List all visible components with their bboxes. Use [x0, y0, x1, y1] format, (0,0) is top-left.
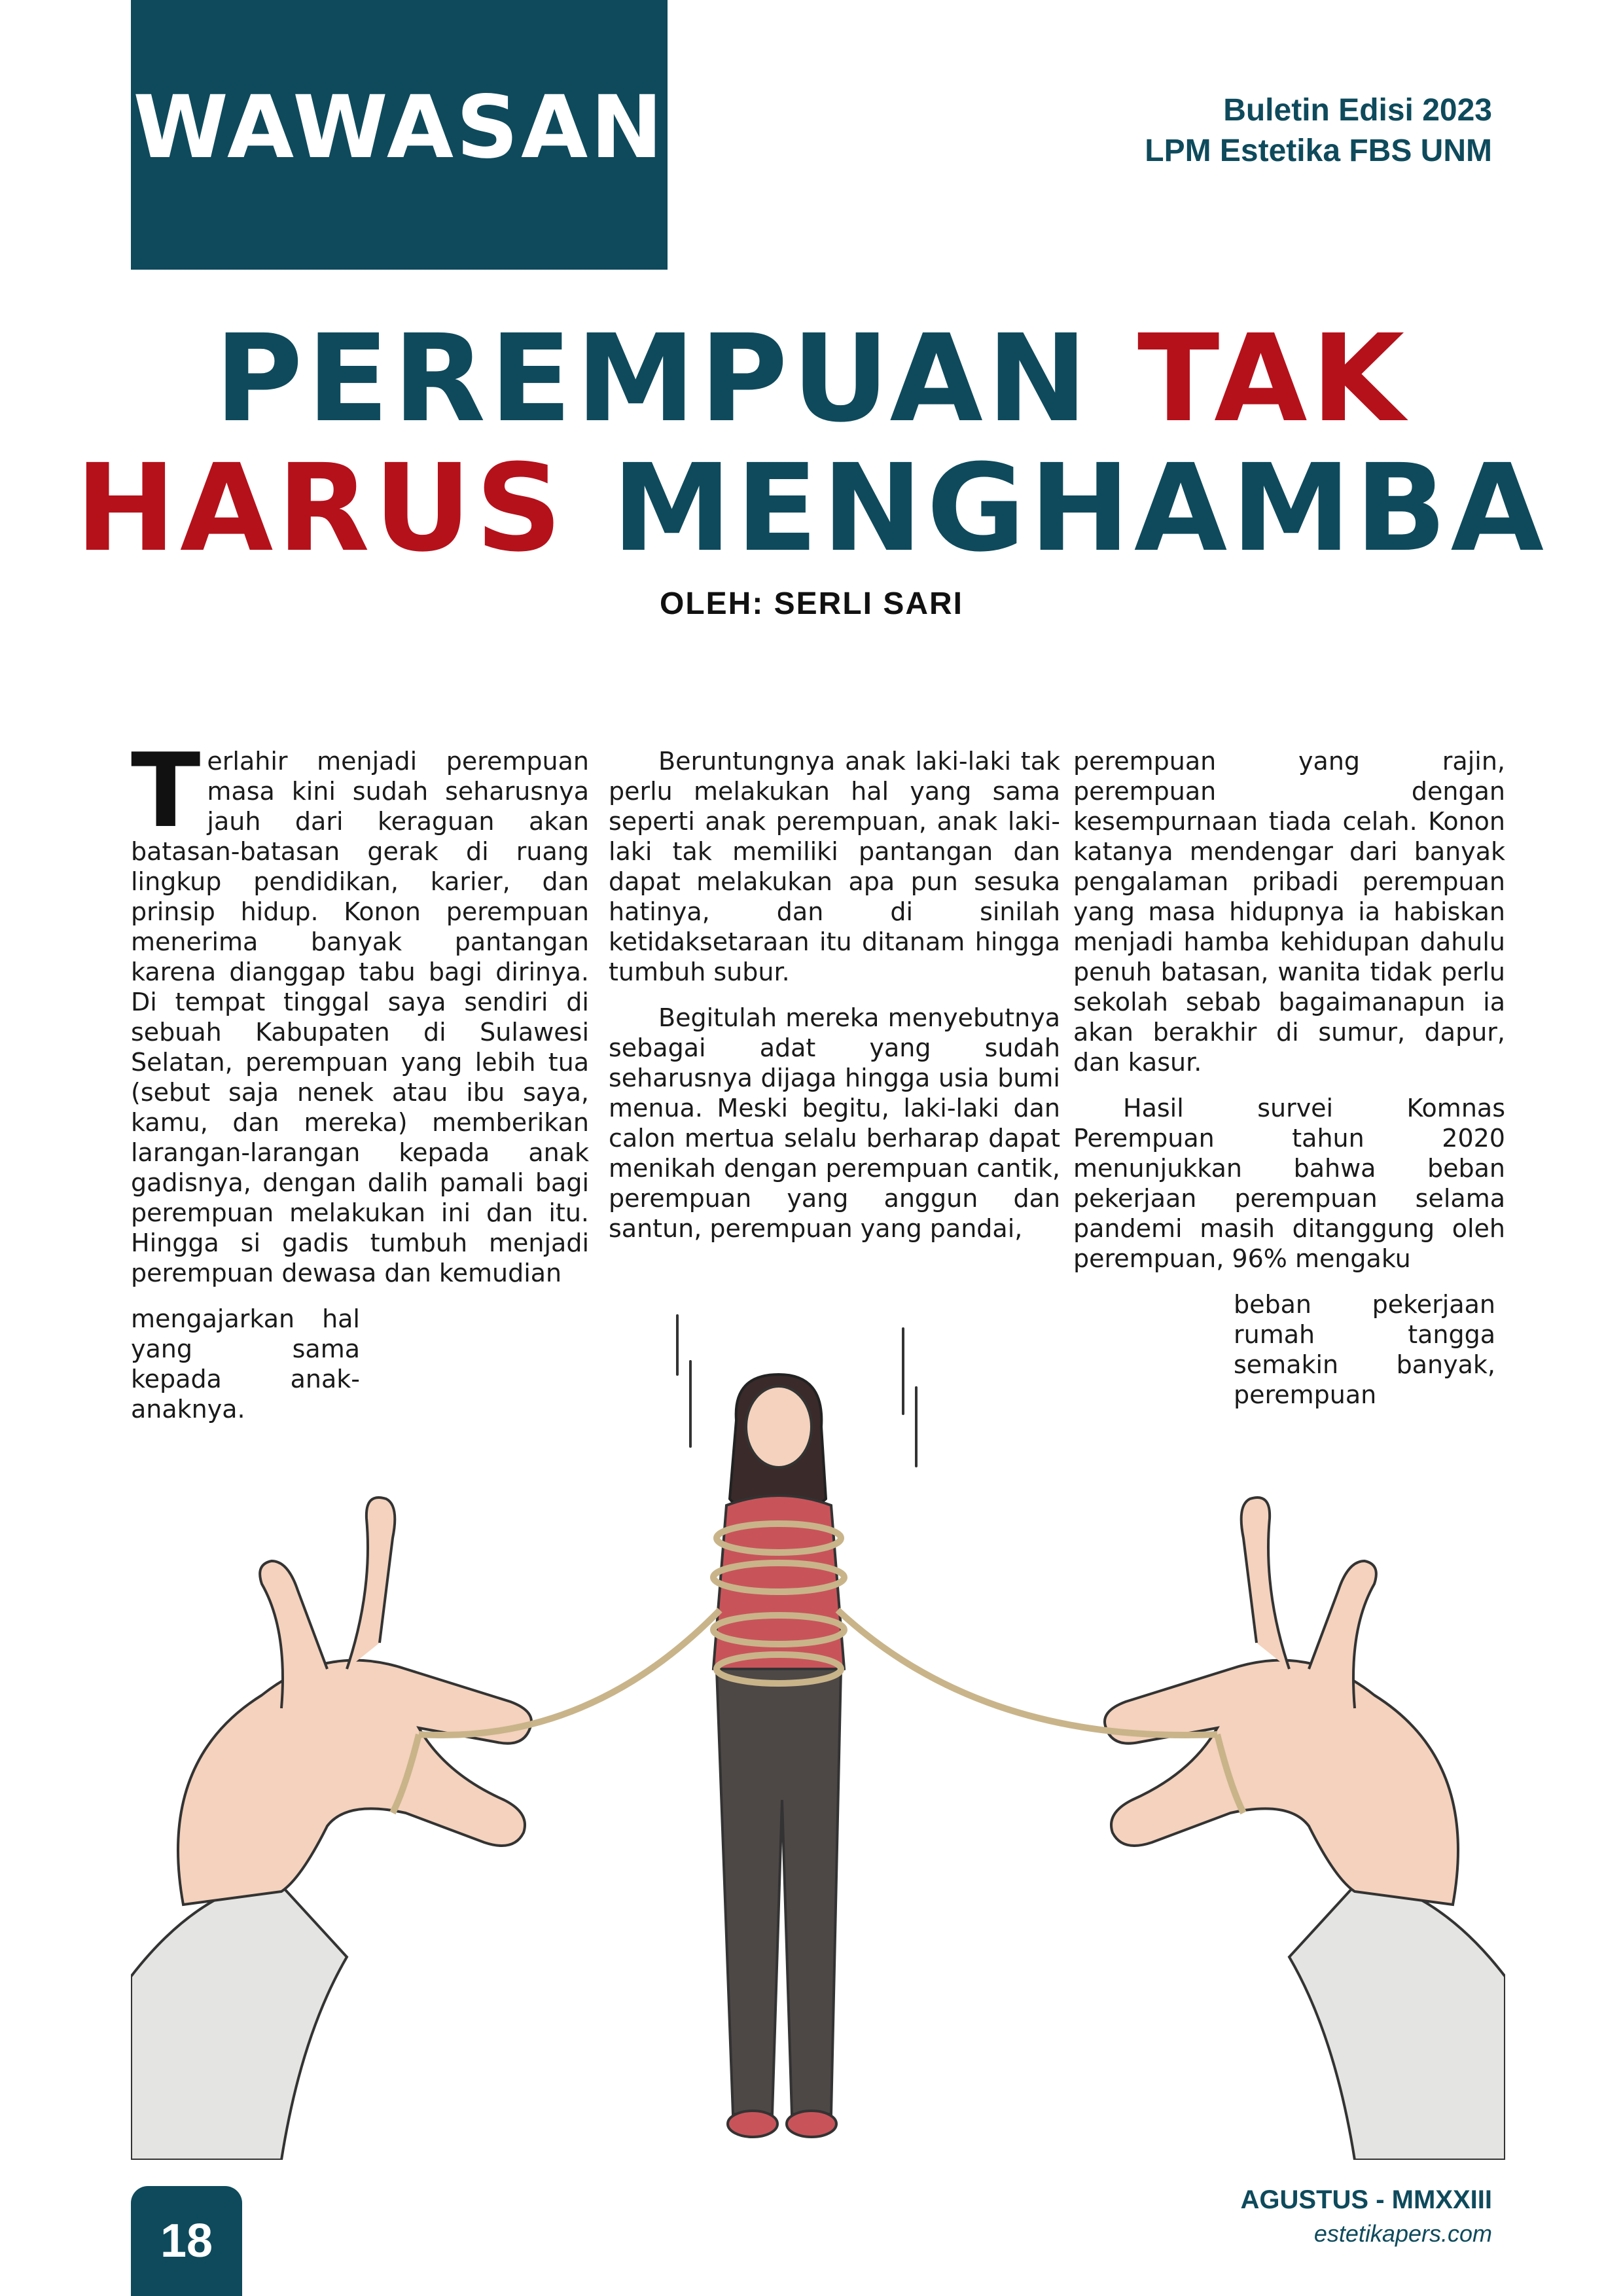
paragraph-tail: mengajarkan hal yang sama kepada anak-anaknya.	[131, 1304, 360, 1424]
paragraph-text: erlahir menjadi perempuan masa kini sudah seharusnya jauh dari keraguan akan batasan-batasan gerak di ruang lingkup pendidikan, karier, dan prinsip hidup. Konon perempuan menerima banyak pantangan karena dianggap tabu bagi dirinya. Di tempat tinggal saya sendiri di sebuah Kabupaten di Sulawesi Selatan, perempuan yang lebih tua (sebut saja nenek atau ibu saya, kamu, dan mereka) memberikan larangan-larangan kepada anak gadisnya, dengan dalih pamali bagi perempuan melakukan ini dan itu. Hingga si gadis tumbuh menjadi perempuan dewasa dan kemudian	[131, 747, 589, 1287]
woman-figure	[713, 1374, 844, 2137]
left-hand-icon	[178, 1660, 531, 1905]
publication-info	[1145, 90, 1492, 171]
section-tag	[131, 0, 668, 270]
title-word-perempuan: PEREMPUAN	[214, 309, 1137, 449]
right-sleeve	[1289, 1878, 1505, 2160]
title-word-menghamba: MENGHAMBA	[612, 439, 1548, 579]
right-hand-icon	[1105, 1660, 1458, 1905]
face	[746, 1386, 812, 1467]
legs-pants	[717, 1669, 841, 2114]
bound-woman-illustration	[131, 1302, 1505, 2160]
publication-publisher: LPM Estetika FBS UNM	[1145, 134, 1492, 168]
publication-edition: Buletin Edisi 2023	[1223, 93, 1492, 128]
left-shoe	[728, 2111, 777, 2137]
section-tag-label: WAWASAN	[133, 77, 666, 178]
paragraph: perempuan yang rajin, perempuan dengan kesempurnaan tiada celah. Konon katanya mendengar dari banyak pengalaman pribadi perempuan yang masa hidupnya ia habiskan menjadi hamba kehidupan dahulu penuh batasan, wanita tidak perlu sekolah sebab bagaimanapun ia akan berakhir di sumur, dapur, dan kasur.	[1073, 747, 1505, 1077]
paragraph	[131, 731, 589, 1288]
website-link[interactable]: estetikapers.com	[1313, 2220, 1492, 2247]
right-shoe	[787, 2111, 836, 2137]
page-number: 18	[160, 2215, 213, 2267]
paragraph: Hasil survei Komnas Perempuan tahun 2020 menunjukkan bahwa beban pekerjaan perempuan selama pandemi masih ditanggung oleh perempuan, 96% mengaku	[1073, 1094, 1505, 1273]
article-title	[0, 309, 1623, 579]
issue-date: AGUSTUS - MMXXIII	[1240, 2185, 1492, 2214]
title-word-tak: TAK	[1137, 309, 1409, 449]
article-column-2	[609, 746, 1060, 1259]
title-word-harus: HARUS	[75, 439, 613, 579]
paragraph-tail: beban pekerjaan rumah tangga semakin banyak, perempuan	[1234, 1290, 1495, 1409]
footer-info	[1241, 2183, 1492, 2251]
paragraph: Beruntungnya anak laki-laki tak perlu melakukan hal yang sama seperti anak perempuan, anak laki-laki tak memiliki pantangan dan dapat melakukan apa pun sesuka hatinya, dan di sinilah ketidaksetaraan itu ditanam hingga tumbuh subur.	[609, 747, 1060, 986]
page-number-badge	[131, 2186, 242, 2296]
byline: OLEH: SERLI SARI	[659, 586, 964, 621]
drop-cap: T	[131, 731, 201, 850]
title-line-2	[0, 439, 1623, 579]
left-sleeve	[131, 1878, 347, 2160]
title-line-1	[0, 309, 1623, 449]
paragraph: Begitulah mereka menyebutnya sebagai adat yang sudah seharusnya dijaga hingga usia bumi menua. Meski begitu, laki-laki dan calon mertua selalu berharap dapat menikah dengan perempuan cantik, perempuan yang anggun dan santun, perempuan yang pandai,	[609, 1003, 1060, 1243]
